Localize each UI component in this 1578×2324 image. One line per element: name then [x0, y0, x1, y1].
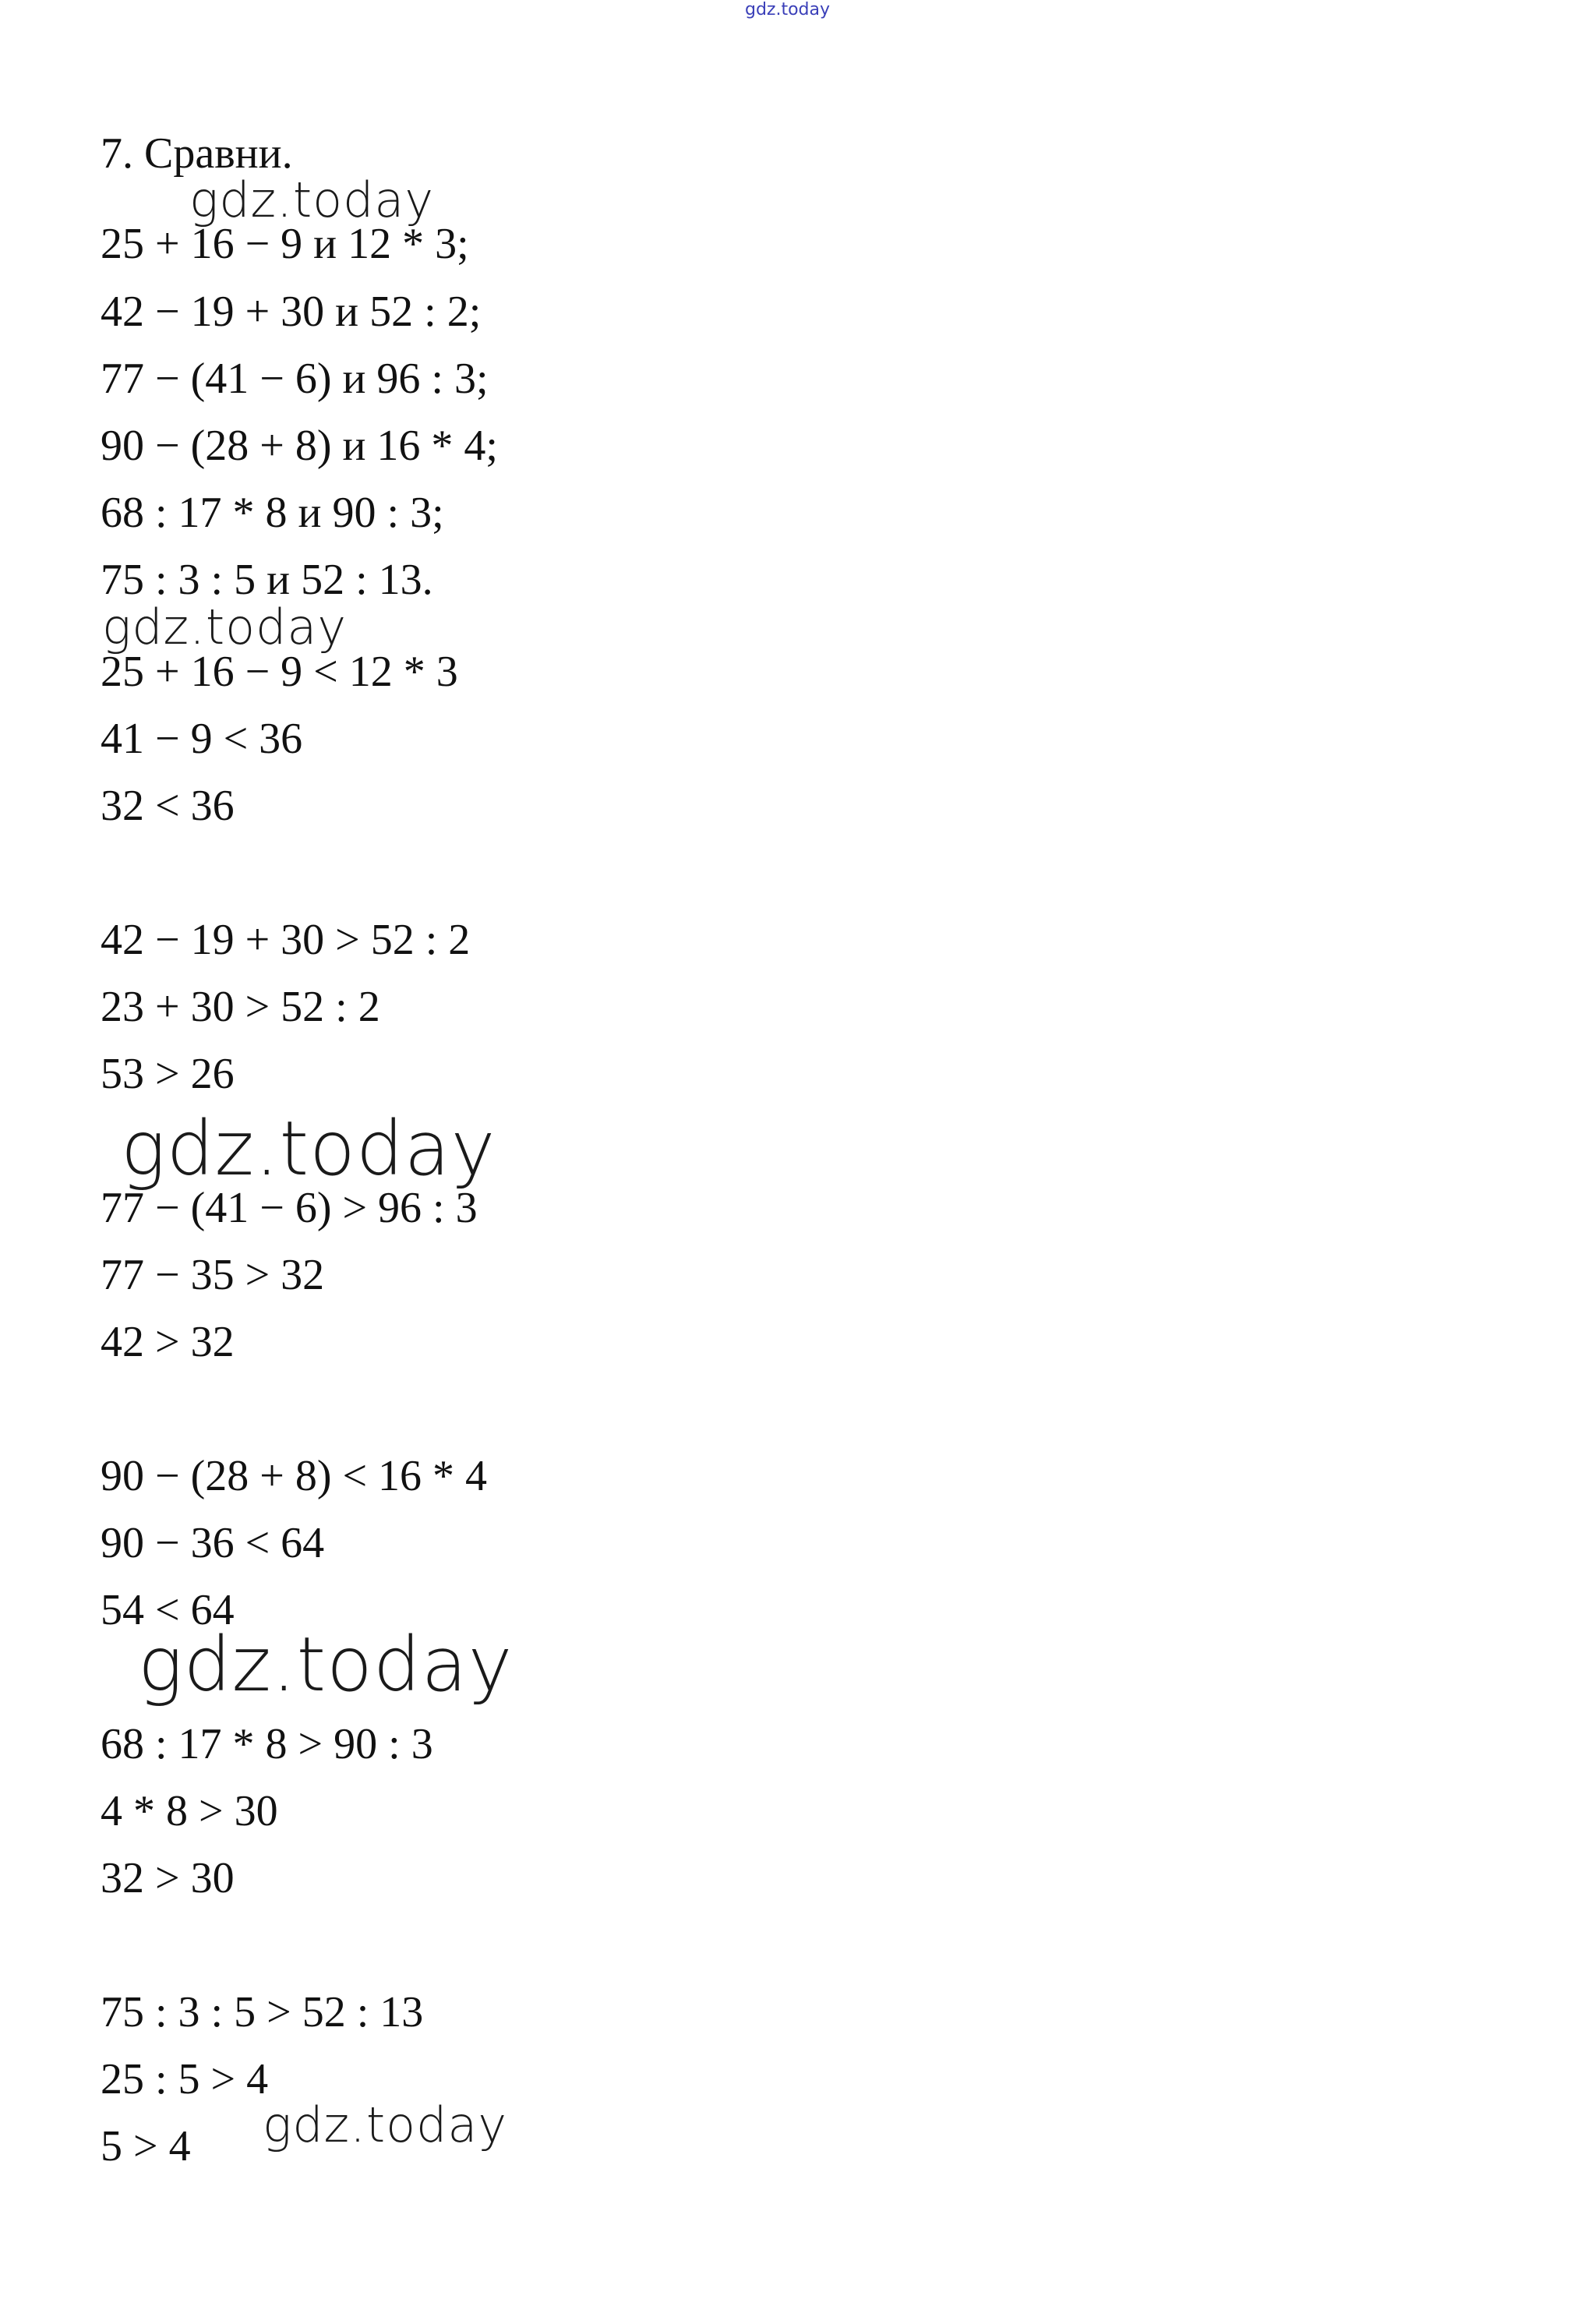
solution-line: 54 < 64: [101, 1586, 235, 1634]
solution-line: 75 : 3 : 5 > 52 : 13: [101, 1988, 424, 2036]
task-item: 25 + 16 − 9 и 12 * 3;: [101, 220, 469, 268]
watermark-1: gdz.today: [189, 171, 435, 228]
task-item: 42 − 19 + 30 и 52 : 2;: [101, 288, 482, 336]
solution-line: 77 − (41 − 6) > 96 : 3: [101, 1184, 478, 1232]
solution-line: 53 > 26: [101, 1050, 235, 1098]
watermark-5: gdz.today: [263, 2096, 508, 2153]
task-title: 7. Сравни.: [101, 129, 293, 178]
task-item: 90 − (28 + 8) и 16 * 4;: [101, 422, 498, 470]
solution-line: 5 > 4: [101, 2122, 191, 2170]
solution-line: 25 : 5 > 4: [101, 2055, 269, 2103]
solution-line: 90 − (28 + 8) < 16 * 4: [101, 1452, 488, 1500]
solution-line: 41 − 9 < 36: [101, 715, 303, 763]
watermark-2: gdz.today: [102, 599, 348, 655]
solution-line: 32 > 30: [101, 1854, 235, 1902]
watermark-4: gdz.today: [138, 1621, 514, 1708]
task-item: 68 : 17 * 8 и 90 : 3;: [101, 489, 444, 537]
solution-line: 68 : 17 * 8 > 90 : 3: [101, 1720, 433, 1768]
solution-line: 25 + 16 − 9 < 12 * 3: [101, 648, 458, 696]
watermark-3: gdz.today: [121, 1105, 496, 1192]
solution-line: 42 > 32: [101, 1318, 235, 1366]
solution-line: 23 + 30 > 52 : 2: [101, 983, 380, 1031]
top-watermark: gdz.today: [745, 0, 831, 19]
task-item: 75 : 3 : 5 и 52 : 13.: [101, 556, 433, 604]
solution-line: 4 * 8 > 30: [101, 1787, 278, 1835]
solution-line: 77 − 35 > 32: [101, 1251, 325, 1299]
solution-line: 90 − 36 < 64: [101, 1519, 325, 1567]
solution-line: 42 − 19 + 30 > 52 : 2: [101, 916, 471, 964]
task-item: 77 − (41 − 6) и 96 : 3;: [101, 355, 489, 403]
solution-line: 32 < 36: [101, 782, 235, 830]
